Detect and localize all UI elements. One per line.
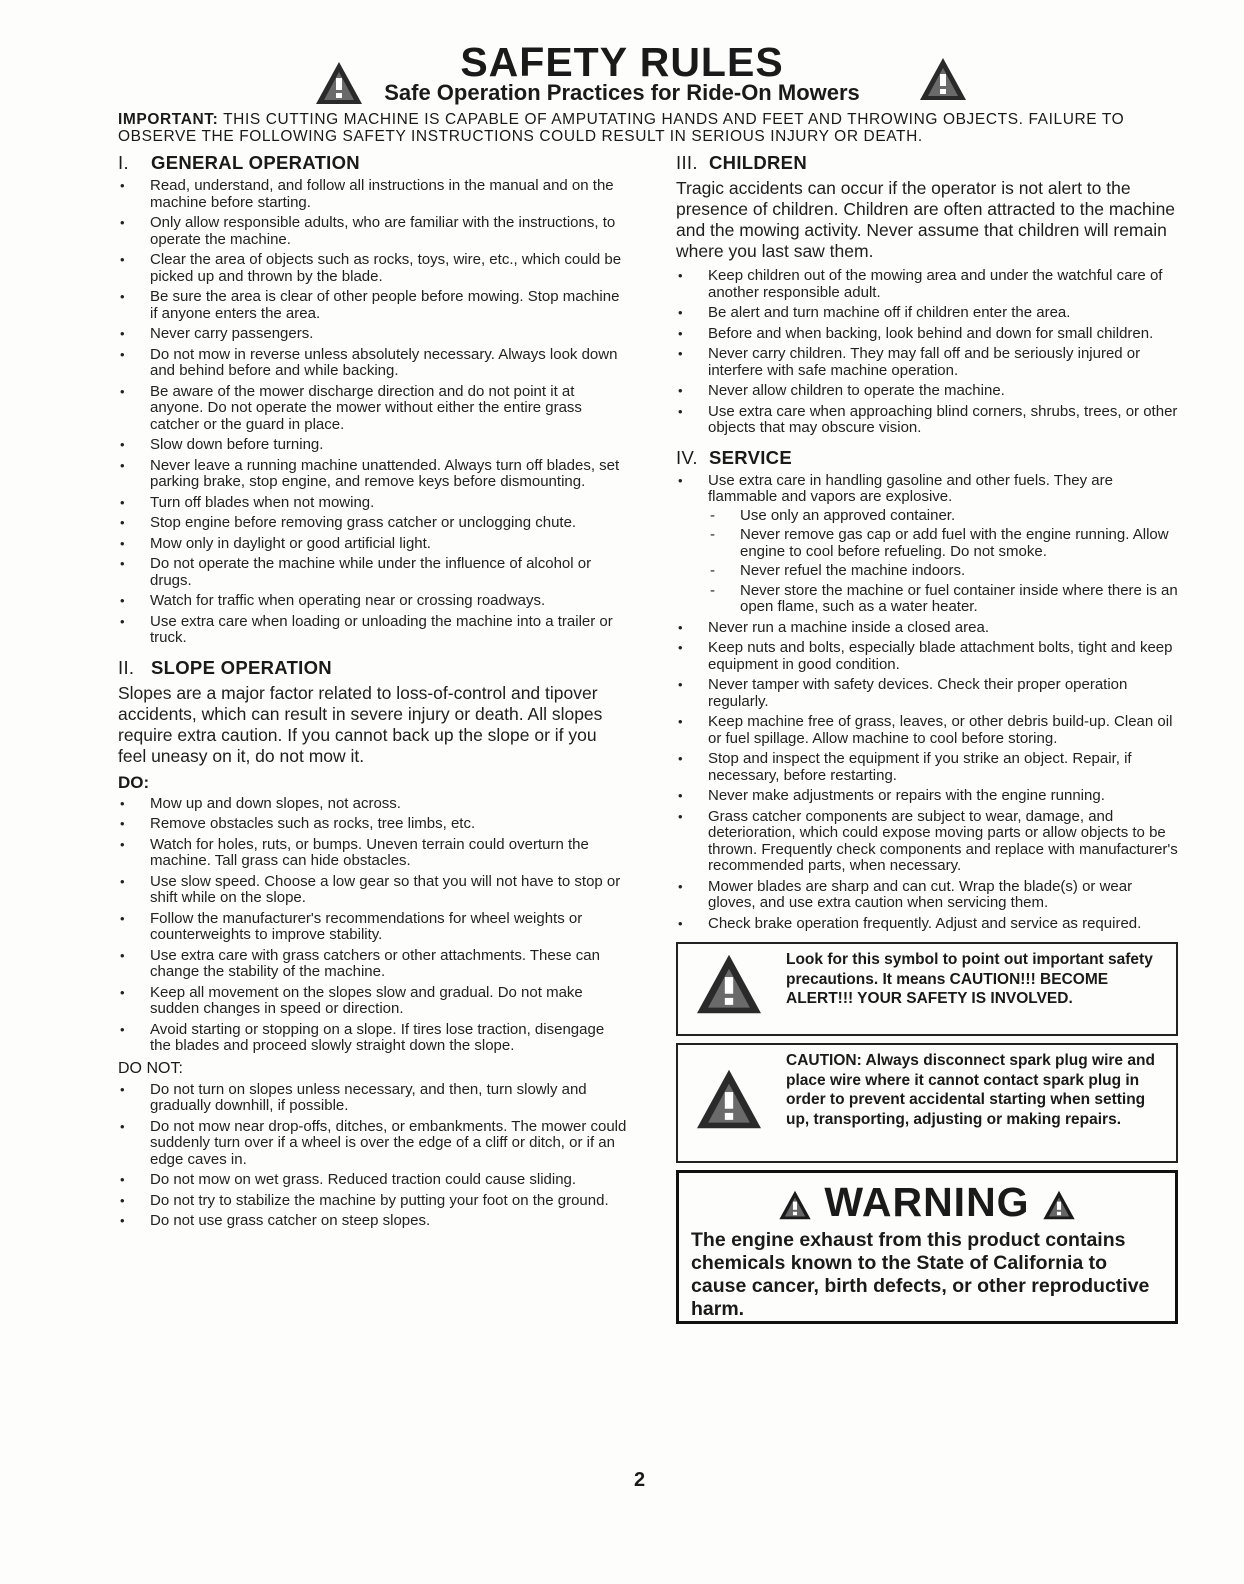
page-title: SAFETY RULES	[460, 39, 784, 85]
section-title: GENERAL OPERATION	[151, 152, 360, 173]
list-item: • Keep machine free of grass, leaves, or other debris build-up. Clean oil or fuel spillage. Allow machine to cool before storing.	[676, 714, 1178, 747]
sub-list-item: - Never store the machine or fuel container inside where there is an open flame, such as a water heater.	[708, 583, 1178, 616]
list-item: • Follow the manufacturer's recommendations for wheel weights or counterweights to improve stability.	[118, 911, 628, 944]
section-number: III.	[676, 152, 698, 173]
list-item: • Clear the area of objects such as rocks, toys, wire, etc., which could be picked up and thrown by the blade.	[118, 252, 628, 285]
left-column	[118, 152, 628, 1240]
list-item: • Never make adjustments or repairs with the engine running.	[676, 788, 1178, 805]
slope-lead: Slopes are a major factor related to loss-of-control and tipover accidents, which can result in severe injury or death. All slopes require extra caution. If you cannot back up the slope or if you feel uneasy on it, do not mow it.	[118, 682, 603, 766]
section-number: IV.	[676, 446, 698, 468]
list-item: • Be sure the area is clear of other people before mowing. Stop machine if anyone enters the area.	[118, 289, 628, 322]
list-item: • Do not operate the machine while under the influence of alcohol or drugs.	[118, 556, 628, 589]
sub-list-item: - Use only an approved container.	[708, 508, 1178, 525]
do-list	[118, 796, 628, 1055]
section-slope-operation	[118, 657, 628, 1230]
list-item: • Mow up and down slopes, not across.	[118, 796, 628, 813]
right-column	[676, 152, 1178, 1324]
warning-triangle-icon	[918, 56, 968, 102]
list-item: • Do not use grass catcher on steep slopes.	[118, 1213, 628, 1230]
list-item: • Read, understand, and follow all instructions in the manual and on the machine before starting.	[118, 178, 628, 211]
list-item: • Keep children out of the mowing area and under the watchful care of another responsible adult.	[676, 268, 1178, 301]
section-title: CHILDREN	[709, 152, 807, 173]
warning-heading	[691, 1179, 1163, 1225]
fuel-sublist	[708, 508, 1178, 616]
service-list	[676, 473, 1178, 933]
warning-text: The engine exhaust from this product contains chemicals known to the State of California to cause cancer, birth defects, or other reproductive harm.	[691, 1229, 1150, 1320]
list-item: • Keep all movement on the slopes slow and gradual. Do not make sudden changes in speed or direction.	[118, 985, 628, 1018]
important-label: IMPORTANT:	[118, 111, 219, 128]
list-item: • Mower blades are sharp and can cut. Wrap the blade(s) or wear gloves, and use extra caution when servicing them.	[676, 879, 1178, 912]
list-item: • Before and when backing, look behind and down for small children.	[676, 326, 1178, 343]
list-item: • Do not try to stabilize the machine by putting your foot on the ground.	[118, 1193, 628, 1210]
list-item: • Watch for traffic when operating near or crossing roadways.	[118, 593, 628, 610]
list-item: • Use extra care when loading or unloading the machine into a trailer or truck.	[118, 614, 628, 647]
safety-symbol-text: Look for this symbol to point out important safety precautions. It means CAUTION!!! BECOME ALERT!!! YOUR SAFETY IS INVOLVED.	[786, 951, 1153, 1007]
safety-symbol-box	[676, 942, 1178, 1036]
section-title: SERVICE	[709, 446, 792, 468]
list-item: • Watch for holes, ruts, or bumps. Uneven terrain could overturn the machine. Tall grass can hide obstacles.	[118, 837, 628, 870]
section-service	[676, 447, 1178, 933]
list-item: • Only allow responsible adults, who are familiar with the instructions, to operate the machine.	[118, 215, 628, 248]
section-heading	[676, 447, 1178, 469]
general-list	[118, 178, 628, 647]
page-subtitle: Safe Operation Practices for Ride-On Mowers	[384, 80, 860, 105]
list-item: • Grass catcher components are subject to wear, damage, and deterioration, which could expose moving parts or allow objects to be thrown. Frequently check components and replace with manufacturer's recommended parts, when necessary.	[676, 809, 1178, 875]
list-item: • Remove obstacles such as rocks, tree limbs, etc.	[118, 816, 628, 833]
section-heading	[676, 152, 1178, 174]
section-general-operation	[118, 152, 628, 647]
list-item: • Keep nuts and bolts, especially blade attachment bolts, tight and keep equipment in good condition.	[676, 640, 1178, 673]
warning-triangle-icon	[694, 1067, 764, 1131]
warning-triangle-icon	[778, 1189, 812, 1221]
children-list	[676, 268, 1178, 437]
list-item: • Stop and inspect the equipment if you strike an object. Repair, if necessary, before restarting.	[676, 751, 1178, 784]
do-not-heading: DO NOT:	[118, 1059, 183, 1077]
list-item-text: Use extra care in handling gasoline and other fuels. They are flammable and vapors are explosive.	[708, 471, 1113, 505]
section-heading	[118, 657, 628, 679]
warning-title: WARNING	[824, 1179, 1030, 1225]
do-not-list	[118, 1082, 628, 1230]
page-number: 2	[634, 1469, 646, 1491]
list-item: • Be alert and turn machine off if children enter the area.	[676, 305, 1178, 322]
list-item: • Be aware of the mower discharge direction and do not point it at anyone. Do not operate the mower without either the entire grass catcher or the guard in place.	[118, 384, 628, 434]
sub-list-item: - Never remove gas cap or add fuel with the engine running. Allow engine to cool before refueling. Do not smoke.	[708, 527, 1178, 560]
list-item: • Check brake operation frequently. Adjust and service as required.	[676, 916, 1178, 933]
list-item: • Turn off blades when not mowing.	[118, 495, 628, 512]
sub-list-item: - Never refuel the machine indoors.	[708, 563, 1178, 580]
warning-triangle-icon	[1042, 1189, 1076, 1221]
warning-box	[676, 1170, 1178, 1324]
list-item: • Use extra care with grass catchers or other attachments. These can change the stability of the machine.	[118, 948, 628, 981]
do-heading: DO:	[118, 772, 150, 792]
list-item: • Do not mow in reverse unless absolutely necessary. Always look down and behind before and while backing.	[118, 347, 628, 380]
warning-triangle-icon	[694, 952, 764, 1016]
warning-triangle-icon	[314, 60, 364, 106]
list-item: • Stop engine before removing grass catcher or unclogging chute.	[118, 515, 628, 532]
caution-text: CAUTION: Always disconnect spark plug wire and place wire where it cannot contact spark plug in order to prevent accidental starting when setting up, transporting, adjusting or making repairs.	[786, 1052, 1155, 1128]
caution-box	[676, 1043, 1178, 1163]
list-item: • Never carry children. They may fall off and be seriously injured or interfere with safe machine operation.	[676, 346, 1178, 379]
list-item: • Never allow children to operate the machine.	[676, 383, 1178, 400]
list-item	[676, 473, 1178, 616]
list-item: • Slow down before turning.	[118, 437, 628, 454]
list-item: • Never carry passengers.	[118, 326, 628, 343]
section-children	[676, 152, 1178, 437]
children-lead: Tragic accidents can occur if the operator is not alert to the presence of children. Children are often attracted to the machine and the mowing activity. Never assume that children will remain where you last saw them.	[676, 178, 1176, 261]
important-notice	[118, 111, 1178, 145]
section-number: I.	[118, 152, 129, 173]
list-item: • Avoid starting or stopping on a slope. If tires lose traction, disengage the blades and proceed slowly straight down the slope.	[118, 1022, 628, 1055]
list-item: • Do not mow near drop-offs, ditches, or embankments. The mower could suddenly turn over if a wheel is over the edge of a cliff or ditch, or if an edge caves in.	[118, 1119, 628, 1169]
important-text: THIS CUTTING MACHINE IS CAPABLE OF AMPUTATING HANDS AND FEET AND THROWING OBJECTS. FAILURE TO OBSERVE THE FOLLOWING SAFETY INSTRUCTIONS COULD RESULT IN SERIOUS INJURY OR DEATH.	[118, 111, 1125, 145]
list-item: • Do not turn on slopes unless necessary, and then, turn slowly and gradually downhill, if possible.	[118, 1082, 628, 1115]
list-item: • Never run a machine inside a closed area.	[676, 620, 1178, 637]
section-heading	[118, 152, 628, 174]
section-number: II.	[118, 656, 135, 678]
list-item: • Never leave a running machine unattended. Always turn off blades, set parking brake, stop engine, and remove keys before dismounting.	[118, 458, 628, 491]
list-item: • Use extra care when approaching blind corners, shrubs, trees, or other objects that may obscure vision.	[676, 404, 1178, 437]
section-title: SLOPE OPERATION	[151, 656, 332, 678]
list-item: • Do not mow on wet grass. Reduced traction could cause sliding.	[118, 1172, 628, 1189]
list-item: • Mow only in daylight or good artificial light.	[118, 536, 628, 553]
list-item: • Never tamper with safety devices. Check their proper operation regularly.	[676, 677, 1178, 710]
list-item: • Use slow speed. Choose a low gear so that you will not have to stop or shift while on the slope.	[118, 874, 628, 907]
